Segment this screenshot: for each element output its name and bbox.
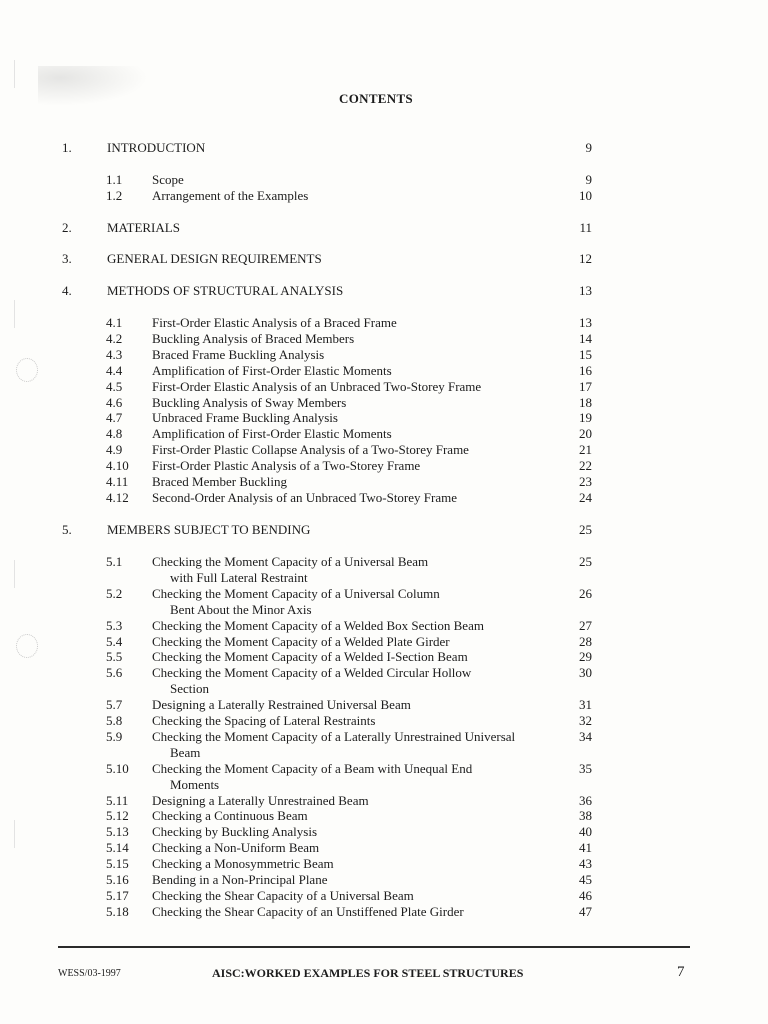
toc-subsection-row <box>0 490 768 506</box>
toc-subsection-row <box>0 665 768 681</box>
toc-subsection-continuation <box>0 745 768 761</box>
toc-subsection-row <box>0 188 768 204</box>
subsection-number: 5.17 <box>106 887 129 903</box>
subsection-title: Checking the Shear Capacity of an Unstiffened Plate Girder <box>152 903 464 919</box>
toc-subsection-continuation <box>0 681 768 697</box>
toc-subsection-row <box>0 363 768 379</box>
subsection-title: Buckling Analysis of Braced Members <box>152 330 355 346</box>
section-number: 5. <box>62 522 72 537</box>
subsection-number: 4.5 <box>106 378 123 394</box>
subsection-number: 5.16 <box>106 872 129 887</box>
toc-subsection-row <box>0 554 768 570</box>
subsection-title: Amplification of First-Order Elastic Moments <box>152 426 392 442</box>
toc-section-row <box>0 522 768 538</box>
subsection-page-number: 22 <box>579 458 592 474</box>
subsection-title-continuation: Bent About the Minor Axis <box>170 601 312 617</box>
subsection-page-number: 29 <box>579 649 592 665</box>
subsection-page-number: 18 <box>579 394 592 410</box>
subsection-title: Checking by Buckling Analysis <box>152 824 318 840</box>
subsection-page-number: 27 <box>579 617 592 633</box>
subsection-page-number: 47 <box>579 903 592 919</box>
toc-subsection-row <box>0 761 768 777</box>
subsection-page-number: 41 <box>579 840 592 856</box>
subsection-title: Checking the Moment Capacity of a Universal Beam <box>152 554 429 569</box>
subsection-number: 4.7 <box>106 410 123 426</box>
subsection-number: 5.4 <box>106 633 123 649</box>
subsection-page-number: 16 <box>579 362 592 378</box>
subsection-title: Braced Member Buckling <box>152 474 288 489</box>
subsection-title: Arrangement of the Examples <box>152 187 309 203</box>
section-title: MEMBERS SUBJECT TO BENDING <box>107 522 311 537</box>
toc-subsection-row <box>0 634 768 650</box>
subsection-title: Bending in a Non-Principal Plane <box>152 872 328 887</box>
subsection-number: 5.14 <box>106 840 129 856</box>
toc-subsection-row <box>0 824 768 840</box>
toc-section-row <box>0 140 768 156</box>
subsection-number: 4.2 <box>106 330 123 346</box>
toc-section-row <box>0 283 768 299</box>
subsection-number: 5.12 <box>106 808 129 824</box>
subsection-number: 5.11 <box>106 792 129 808</box>
section-page-number: 11 <box>579 220 592 235</box>
section-title: INTRODUCTION <box>107 140 206 155</box>
toc-subsection-row <box>0 793 768 809</box>
section-title: MATERIALS <box>107 220 180 235</box>
subsection-page-number: 40 <box>579 824 592 840</box>
toc-subsection-row <box>0 395 768 411</box>
toc-subsection-row <box>0 379 768 395</box>
subsection-page-number: 46 <box>579 887 592 903</box>
subsection-page-number: 43 <box>579 856 592 872</box>
subsection-page-number: 38 <box>579 808 592 824</box>
toc-subsection-row <box>0 458 768 474</box>
subsection-page-number: 31 <box>579 697 592 713</box>
toc-subsection-continuation <box>0 777 768 793</box>
subsection-number: 5.2 <box>106 585 123 601</box>
subsection-number: 5.8 <box>106 713 123 728</box>
subsection-page-number: 20 <box>579 426 592 442</box>
toc-subsection-continuation <box>0 570 768 586</box>
subsection-title: Checking the Moment Capacity of a Beam with Unequal End <box>152 760 473 776</box>
subsection-title: Designing a Laterally Restrained Universal Beam <box>152 697 411 713</box>
toc-subsection-row <box>0 172 768 188</box>
subsection-number: 5.9 <box>106 728 123 744</box>
toc-subsection-row <box>0 840 768 856</box>
toc-subsection-row <box>0 729 768 745</box>
section-title: GENERAL DESIGN REQUIREMENTS <box>107 251 322 266</box>
subsection-number: 5.13 <box>106 824 129 840</box>
subsection-number: 4.6 <box>106 394 123 410</box>
subsection-page-number: 35 <box>579 760 592 776</box>
footer-rule <box>58 946 690 948</box>
subsection-title: First-Order Plastic Collapse Analysis of a Two-Storey Frame <box>152 442 469 458</box>
subsection-title: First-Order Elastic Analysis of an Unbraced Two-Storey Frame <box>152 378 482 394</box>
subsection-title: Checking the Moment Capacity of a Welded Plate Girder <box>152 633 450 649</box>
subsection-title-continuation: with Full Lateral Restraint <box>170 569 308 585</box>
toc-subsection-row <box>0 315 768 331</box>
subsection-number: 5.1 <box>106 554 123 569</box>
subsection-number: 5.15 <box>106 856 129 872</box>
subsection-page-number: 23 <box>579 474 592 489</box>
subsection-page-number: 26 <box>579 585 592 601</box>
subsection-number: 4.4 <box>106 362 123 378</box>
subsection-number: 1.2 <box>106 187 123 203</box>
toc-subsection-row <box>0 410 768 426</box>
footer-page-number: 7 <box>677 964 685 980</box>
subsection-number: 5.18 <box>106 903 129 919</box>
subsection-number: 5.6 <box>106 665 123 681</box>
subsection-page-number: 17 <box>579 378 592 394</box>
toc-subsection-row <box>0 888 768 904</box>
subsection-title: Checking the Moment Capacity of a Welded Circular Hollow <box>152 665 472 681</box>
subsection-title: Checking the Spacing of Lateral Restraints <box>152 713 376 728</box>
toc-subsection-row <box>0 474 768 490</box>
subsection-page-number: 32 <box>579 713 592 728</box>
section-number: 1. <box>62 140 72 155</box>
subsection-page-number: 25 <box>579 554 592 569</box>
toc-subsection-row <box>0 331 768 347</box>
subsection-title: Checking the Moment Capacity of a Universal Column <box>152 585 440 601</box>
toc-subsection-row <box>0 347 768 363</box>
section-page-number: 25 <box>579 522 592 537</box>
subsection-title: Checking the Moment Capacity of a Laterally Unrestrained Universal <box>152 728 516 744</box>
section-number: 3. <box>62 251 72 266</box>
toc-subsection-row <box>0 649 768 665</box>
toc-subsection-row <box>0 872 768 888</box>
subsection-page-number: 14 <box>579 330 592 346</box>
toc-subsection-row <box>0 618 768 634</box>
subsection-title-continuation: Beam <box>170 744 201 760</box>
page-title: CONTENTS <box>339 91 413 106</box>
subsection-page-number: 36 <box>579 792 592 808</box>
subsection-page-number: 21 <box>579 442 592 458</box>
section-page-number: 9 <box>585 140 592 155</box>
toc-subsection-row <box>0 713 768 729</box>
subsection-title: Scope <box>152 172 184 187</box>
toc-subsection-row <box>0 808 768 824</box>
subsection-number: 5.3 <box>106 617 123 633</box>
footer-title: AISC:WORKED EXAMPLES FOR STEEL STRUCTURES <box>212 966 524 980</box>
section-number: 4. <box>62 283 72 298</box>
subsection-title: Buckling Analysis of Sway Members <box>152 394 347 410</box>
subsection-number: 4.11 <box>106 474 129 489</box>
toc-subsection-continuation <box>0 602 768 618</box>
footer-document-code: WESS/03-1997 <box>58 968 121 979</box>
subsection-number: 1.1 <box>106 172 123 187</box>
subsection-number: 5.10 <box>106 760 129 776</box>
subsection-title: Amplification of First-Order Elastic Moments <box>152 362 392 378</box>
subsection-page-number: 19 <box>579 410 592 426</box>
subsection-page-number: 24 <box>579 489 592 505</box>
toc-subsection-row <box>0 442 768 458</box>
subsection-title: Braced Frame Buckling Analysis <box>152 346 325 362</box>
toc-subsection-row <box>0 697 768 713</box>
subsection-page-number: 45 <box>579 872 592 887</box>
scan-edge-mark <box>14 60 19 88</box>
toc-subsection-row <box>0 586 768 602</box>
toc-subsection-row <box>0 904 768 920</box>
subsection-page-number: 10 <box>579 187 592 203</box>
subsection-title: Checking a Monosymmetric Beam <box>152 856 334 872</box>
subsection-number: 4.9 <box>106 442 123 458</box>
subsection-title: Checking a Non-Uniform Beam <box>152 840 320 856</box>
toc-subsection-row <box>0 426 768 442</box>
subsection-number: 4.1 <box>106 315 123 330</box>
section-page-number: 13 <box>579 283 592 298</box>
subsection-number: 5.7 <box>106 697 123 713</box>
subsection-page-number: 28 <box>579 633 592 649</box>
subsection-number: 4.12 <box>106 489 129 505</box>
subsection-title: Unbraced Frame Buckling Analysis <box>152 410 338 426</box>
subsection-title: First-Order Plastic Analysis of a Two-Storey Frame <box>152 458 421 474</box>
subsection-number: 4.3 <box>106 346 123 362</box>
toc-section-row <box>0 251 768 267</box>
subsection-title: First-Order Elastic Analysis of a Braced Frame <box>152 315 397 330</box>
subsection-title: Second-Order Analysis of an Unbraced Two-Storey Frame <box>152 489 457 505</box>
section-title: METHODS OF STRUCTURAL ANALYSIS <box>107 283 344 298</box>
subsection-title: Checking the Moment Capacity of a Welded I-Section Beam <box>152 649 468 665</box>
subsection-page-number: 34 <box>579 728 592 744</box>
subsection-number: 5.5 <box>106 649 123 665</box>
subsection-title: Checking the Moment Capacity of a Welded Box Section Beam <box>152 617 484 633</box>
subsection-number: 4.10 <box>106 458 129 474</box>
subsection-title-continuation: Section <box>170 681 209 697</box>
section-number: 2. <box>62 220 72 235</box>
toc-subsection-row <box>0 856 768 872</box>
section-page-number: 12 <box>579 251 592 266</box>
subsection-title: Checking a Continuous Beam <box>152 808 308 824</box>
toc-section-row <box>0 220 768 236</box>
subsection-page-number: 13 <box>579 315 592 330</box>
subsection-number: 4.8 <box>106 426 123 442</box>
subsection-page-number: 30 <box>579 665 592 681</box>
subsection-title: Designing a Laterally Unrestrained Beam <box>152 792 369 808</box>
subsection-page-number: 9 <box>585 172 592 187</box>
subsection-title: Checking the Shear Capacity of a Universal Beam <box>152 887 414 903</box>
subsection-page-number: 15 <box>579 346 592 362</box>
subsection-title-continuation: Moments <box>170 776 220 792</box>
